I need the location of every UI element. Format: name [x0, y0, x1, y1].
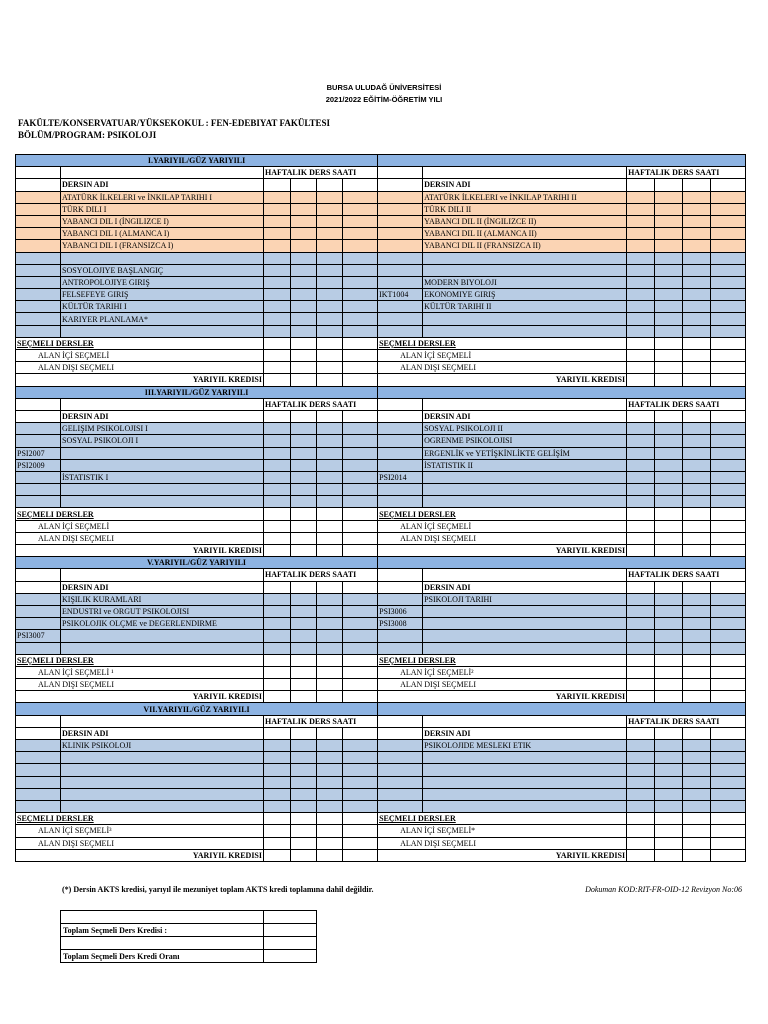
- course-name: [61, 752, 264, 764]
- course-name: MODERN BIYOLOJI: [423, 276, 627, 288]
- course-code: [378, 313, 423, 325]
- footnote: (*) Dersin AKTS kredisi, yarıyıl ile mezuniyet toplam AKTS kredi toplamına dahil değildir.: [62, 885, 374, 894]
- course-name: İSTATISTIK I: [61, 471, 264, 483]
- course-code: [378, 740, 423, 752]
- course-code: [16, 740, 61, 752]
- semester-title-row: [16, 386, 746, 398]
- document-code: Dokuman KOD:RIT-FR-OID-12 Revizyon No:06: [585, 885, 742, 894]
- electives-row: [16, 508, 746, 520]
- course-code: [378, 776, 423, 788]
- weekly-hours-label: HAFTALIK DERS SAATI: [264, 167, 378, 179]
- out-field-elective: ALAN DIŞI SEÇMELI: [16, 679, 264, 691]
- course-code: [378, 240, 423, 252]
- course-name: YABANCI DIL II (ALMANCA II): [423, 228, 627, 240]
- course-code: [16, 800, 61, 812]
- course-row: [16, 800, 746, 812]
- course-name: YABANCI DIL I (İNGILIZCE I): [61, 215, 264, 227]
- out-field-elective: ALAN DIŞI SEÇMELI: [16, 532, 264, 544]
- course-name: ERGENLİK ve YETİŞKİNLİKTE GELİŞİM: [423, 447, 627, 459]
- course-code: [16, 264, 61, 276]
- in-field-elective: ALAN İÇİ SEÇMELİ*: [378, 825, 627, 837]
- course-row: [16, 435, 746, 447]
- course-code: [16, 605, 61, 617]
- course-code: [378, 301, 423, 313]
- course-row: [16, 740, 746, 752]
- in-field-row: [16, 666, 746, 678]
- in-field-elective: ALAN İÇİ SEÇMELİ: [16, 350, 264, 362]
- out-field-row: [16, 362, 746, 374]
- out-field-elective: ALAN DIŞI SEÇMELI: [378, 837, 627, 849]
- course-code: [16, 252, 61, 264]
- course-name-header: [16, 179, 746, 191]
- course-code: [16, 642, 61, 654]
- course-row: [16, 618, 746, 630]
- course-name-label: DERSIN ADI: [423, 581, 627, 593]
- course-name: OGRENME PSIKOLOJISI: [423, 435, 627, 447]
- course-code: [378, 593, 423, 605]
- out-field-elective: ALAN DIŞI SEÇMELI: [378, 362, 627, 374]
- curriculum-table: [15, 154, 746, 862]
- term-credit-label: YARIYIL KREDISI: [378, 691, 627, 703]
- course-row: [16, 423, 746, 435]
- in-field-elective: ALAN İÇİ SEÇMELİ ¹: [16, 666, 264, 678]
- course-code: [16, 484, 61, 496]
- course-code: [16, 435, 61, 447]
- course-code: [378, 264, 423, 276]
- summary-table: [60, 910, 317, 963]
- term-credit-label: YARIYIL KREDISI: [378, 374, 627, 386]
- course-row: [16, 642, 746, 654]
- course-name: KÜLTÜR TARIHI II: [423, 301, 627, 313]
- electives-label: SEÇMELI DERSLER: [16, 654, 264, 666]
- course-name: [423, 325, 627, 337]
- term-credit-row: [16, 545, 746, 557]
- course-name: [61, 764, 264, 776]
- course-code: [16, 618, 61, 630]
- course-name: YABANCI DIL I (ALMANCA I): [61, 228, 264, 240]
- course-code: [16, 496, 61, 508]
- semester-title-row: [16, 557, 746, 569]
- electives-label: SEÇMELI DERSLER: [16, 508, 264, 520]
- course-name: YABANCI DIL I (FRANSIZCA I): [61, 240, 264, 252]
- course-code: [16, 776, 61, 788]
- semester-title-row: [16, 155, 746, 167]
- course-code: [378, 191, 423, 203]
- semester-title: I.YARIYIL/GÜZ YARIYILI: [16, 155, 378, 167]
- course-code: [378, 642, 423, 654]
- university-title: BURSA ULUDAĞ ÜNİVERSİTESİ: [326, 83, 442, 92]
- course-code: [16, 276, 61, 288]
- out-field-row: [16, 532, 746, 544]
- course-code: PSI2007: [16, 447, 61, 459]
- course-name: [61, 800, 264, 812]
- course-name: [423, 471, 627, 483]
- course-name: PSIKOLOJIDE MESLEKI ETIK: [423, 740, 627, 752]
- course-code: [378, 435, 423, 447]
- course-row: [16, 471, 746, 483]
- faculty-line: FAKÜLTE/KONSERVATUAR/YÜKSEKOKUL : FEN-EDEBIYAT FAKÜLTESI: [18, 118, 331, 128]
- in-field-elective: ALAN İÇİ SEÇMELİ: [378, 350, 627, 362]
- course-name: [61, 447, 264, 459]
- electives-row: [16, 337, 746, 349]
- course-name: [61, 484, 264, 496]
- term-credit-label: YARIYIL KREDISI: [378, 849, 627, 861]
- course-code: [16, 228, 61, 240]
- course-code: [16, 203, 61, 215]
- course-code: [378, 788, 423, 800]
- course-name: FELSEFEYE GIRIŞ: [61, 289, 264, 301]
- weekly-hours-label: HAFTALIK DERS SAATI: [627, 569, 746, 581]
- course-code: [378, 459, 423, 471]
- course-row: [16, 325, 746, 337]
- course-code: [378, 325, 423, 337]
- semester-title: V.YARIYIL/GÜZ YARIYILI: [16, 557, 378, 569]
- course-name: [61, 642, 264, 654]
- course-name-label: DERSIN ADI: [423, 410, 627, 422]
- course-row: [16, 289, 746, 301]
- course-code: [378, 215, 423, 227]
- term-credit-label: YARIYIL KREDISI: [378, 545, 627, 557]
- electives-row: [16, 813, 746, 825]
- course-name: KLINIK PSIKOLOJI: [61, 740, 264, 752]
- weekly-hours-label: HAFTALIK DERS SAATI: [264, 715, 378, 727]
- course-name: [423, 642, 627, 654]
- course-name-label: DERSIN ADI: [61, 727, 264, 739]
- term-credit-label: YARIYIL KREDISI: [16, 849, 264, 861]
- course-name: YABANCI DIL II (İNGILIZCE II): [423, 215, 627, 227]
- course-row: [16, 788, 746, 800]
- course-name: ENDUSTRI ve ORGUT PSIKOLOJISI: [61, 605, 264, 617]
- electives-row: [16, 654, 746, 666]
- electives-label: SEÇMELI DERSLER: [378, 337, 627, 349]
- course-code: [378, 752, 423, 764]
- electives-label: SEÇMELI DERSLER: [378, 813, 627, 825]
- course-code: [378, 252, 423, 264]
- course-row: [16, 301, 746, 313]
- course-code: [16, 313, 61, 325]
- course-name: PSIKOLOJI TARIHI: [423, 593, 627, 605]
- course-name: PSIKOLOJIK OLÇME ve DEGERLENDIRME: [61, 618, 264, 630]
- course-code: PSI3008: [378, 618, 423, 630]
- course-name: [61, 325, 264, 337]
- course-name: SOSYAL PSIKOLOJI I: [61, 435, 264, 447]
- course-code: [16, 325, 61, 337]
- electives-label: SEÇMELI DERSLER: [378, 654, 627, 666]
- term-credit-row: [16, 849, 746, 861]
- course-row: [16, 764, 746, 776]
- course-name: [61, 788, 264, 800]
- course-name: [423, 252, 627, 264]
- course-name-header: [16, 410, 746, 422]
- course-code: [378, 496, 423, 508]
- course-code: [378, 800, 423, 812]
- course-code: [378, 423, 423, 435]
- semester-title: III.YARIYIL/GÜZ YARIYILI: [16, 386, 378, 398]
- electives-label: SEÇMELI DERSLER: [378, 508, 627, 520]
- course-name: [61, 630, 264, 642]
- weekly-hours-label: HAFTALIK DERS SAATI: [627, 398, 746, 410]
- course-code: [16, 215, 61, 227]
- weekly-hours-label: HAFTALIK DERS SAATI: [264, 398, 378, 410]
- course-code: [16, 471, 61, 483]
- out-field-elective: ALAN DIŞI SEÇMELI: [16, 362, 264, 374]
- course-row: [16, 630, 746, 642]
- course-code: [378, 484, 423, 496]
- electives-label: SEÇMELI DERSLER: [16, 813, 264, 825]
- course-row: [16, 605, 746, 617]
- course-code: PSI2009: [16, 459, 61, 471]
- weekly-hours-label: HAFTALIK DERS SAATI: [627, 167, 746, 179]
- electives-label: SEÇMELI DERSLER: [16, 337, 264, 349]
- course-name-label: DERSIN ADI: [423, 179, 627, 191]
- course-name: [61, 496, 264, 508]
- course-row: [16, 228, 746, 240]
- course-name-label: DERSIN ADI: [61, 410, 264, 422]
- course-name: SOSYAL PSIKOLOJI II: [423, 423, 627, 435]
- course-name: [423, 630, 627, 642]
- course-code: PSI2014: [378, 471, 423, 483]
- course-code: IKT1004: [378, 289, 423, 301]
- course-code: [16, 301, 61, 313]
- in-field-elective: ALAN İÇİ SEÇMELİ: [378, 520, 627, 532]
- in-field-elective: ALAN İÇİ SEÇMELİ: [16, 520, 264, 532]
- course-name: [423, 313, 627, 325]
- course-name: [423, 764, 627, 776]
- course-row: [16, 240, 746, 252]
- course-code: [16, 752, 61, 764]
- course-name: [423, 800, 627, 812]
- course-code: [16, 788, 61, 800]
- course-row: [16, 496, 746, 508]
- course-row: [16, 264, 746, 276]
- course-name: [423, 776, 627, 788]
- course-name: [61, 252, 264, 264]
- course-code: [16, 289, 61, 301]
- course-row: [16, 215, 746, 227]
- in-field-elective: ALAN İÇİ SEÇMELİ²: [378, 666, 627, 678]
- program-line: BÖLÜM/PROGRAM: PSIKOLOJI: [18, 130, 157, 140]
- course-row: [16, 776, 746, 788]
- course-name-header: [16, 581, 746, 593]
- course-code: [378, 228, 423, 240]
- course-name: ATATÜRK İLKELERI ve İNKILAP TARIHI II: [423, 191, 627, 203]
- semester-title-row: [16, 703, 746, 715]
- out-field-row: [16, 679, 746, 691]
- course-row: [16, 752, 746, 764]
- weekly-hours-header: [16, 167, 746, 179]
- course-name: TÜRK DILI I: [61, 203, 264, 215]
- course-row: [16, 593, 746, 605]
- academic-year: 2021/2022 EĞİTİM-ÖĞRETİM YILI: [325, 95, 443, 104]
- course-name: [423, 788, 627, 800]
- course-row: [16, 484, 746, 496]
- course-name: KIŞILIK KURAMLARI: [61, 593, 264, 605]
- course-row: [16, 203, 746, 215]
- course-name: SOSYOLOJIYE BAŞLANGIÇ: [61, 264, 264, 276]
- course-row: [16, 276, 746, 288]
- course-code: [378, 630, 423, 642]
- course-name: [423, 264, 627, 276]
- course-code: [16, 764, 61, 776]
- course-code: [378, 203, 423, 215]
- out-field-elective: ALAN DIŞI SEÇMELI: [16, 837, 264, 849]
- course-name: KARIYER PLANLAMA*: [61, 313, 264, 325]
- course-code: [16, 423, 61, 435]
- course-code: [16, 191, 61, 203]
- weekly-hours-header: [16, 715, 746, 727]
- course-name: [423, 752, 627, 764]
- course-name: [423, 605, 627, 617]
- course-name: [61, 459, 264, 471]
- course-code: [378, 276, 423, 288]
- summary-elective-credit-label: Toplam Seçmeli Ders Kredisi :: [61, 924, 264, 937]
- course-name: [61, 776, 264, 788]
- course-name: YABANCI DIL II (FRANSIZCA II): [423, 240, 627, 252]
- term-credit-label: YARIYIL KREDISI: [16, 691, 264, 703]
- course-name-header: [16, 727, 746, 739]
- course-code: [378, 764, 423, 776]
- weekly-hours-header: [16, 398, 746, 410]
- weekly-hours-label: HAFTALIK DERS SAATI: [627, 715, 746, 727]
- course-code: PSI3006: [378, 605, 423, 617]
- course-name-label: DERSIN ADI: [423, 727, 627, 739]
- course-row: [16, 191, 746, 203]
- term-credit-label: YARIYIL KREDISI: [16, 374, 264, 386]
- course-row: [16, 252, 746, 264]
- in-field-elective: ALAN İÇİ SEÇMELİ³: [16, 825, 264, 837]
- out-field-row: [16, 837, 746, 849]
- course-code: [378, 447, 423, 459]
- summary-elective-ratio-label: Toplam Seçmeli Ders Kredi Oranı: [61, 950, 264, 963]
- course-name: ATATÜRK İLKELERI ve İNKILAP TARIHI I: [61, 191, 264, 203]
- term-credit-label: YARIYIL KREDISI: [16, 545, 264, 557]
- course-name: KÜLTÜR TARIHI I: [61, 301, 264, 313]
- in-field-row: [16, 350, 746, 362]
- course-name: ANTROPOLOJIYE GIRIŞ: [61, 276, 264, 288]
- course-code: [16, 240, 61, 252]
- out-field-elective: ALAN DIŞI SEÇMELI: [378, 532, 627, 544]
- course-name: İSTATISTIK II: [423, 459, 627, 471]
- course-name-label: DERSIN ADI: [61, 581, 264, 593]
- in-field-row: [16, 825, 746, 837]
- course-name-label: DERSIN ADI: [61, 179, 264, 191]
- course-row: [16, 459, 746, 471]
- course-row: [16, 447, 746, 459]
- weekly-hours-label: HAFTALIK DERS SAATI: [264, 569, 378, 581]
- term-credit-row: [16, 374, 746, 386]
- course-name: EKONOMIYE GIRIŞ: [423, 289, 627, 301]
- course-name: [423, 496, 627, 508]
- course-name: GELIŞIM PSIKOLOJISI I: [61, 423, 264, 435]
- course-code: PSI3007: [16, 630, 61, 642]
- term-credit-row: [16, 691, 746, 703]
- course-name: TÜRK DILI II: [423, 203, 627, 215]
- course-name: [423, 618, 627, 630]
- course-code: [16, 593, 61, 605]
- out-field-elective: ALAN DIŞI SEÇMELI: [378, 679, 627, 691]
- semester-title: VII.YARIYIL/GÜZ YARIYILI: [16, 703, 378, 715]
- course-name: [423, 484, 627, 496]
- course-row: [16, 313, 746, 325]
- weekly-hours-header: [16, 569, 746, 581]
- in-field-row: [16, 520, 746, 532]
